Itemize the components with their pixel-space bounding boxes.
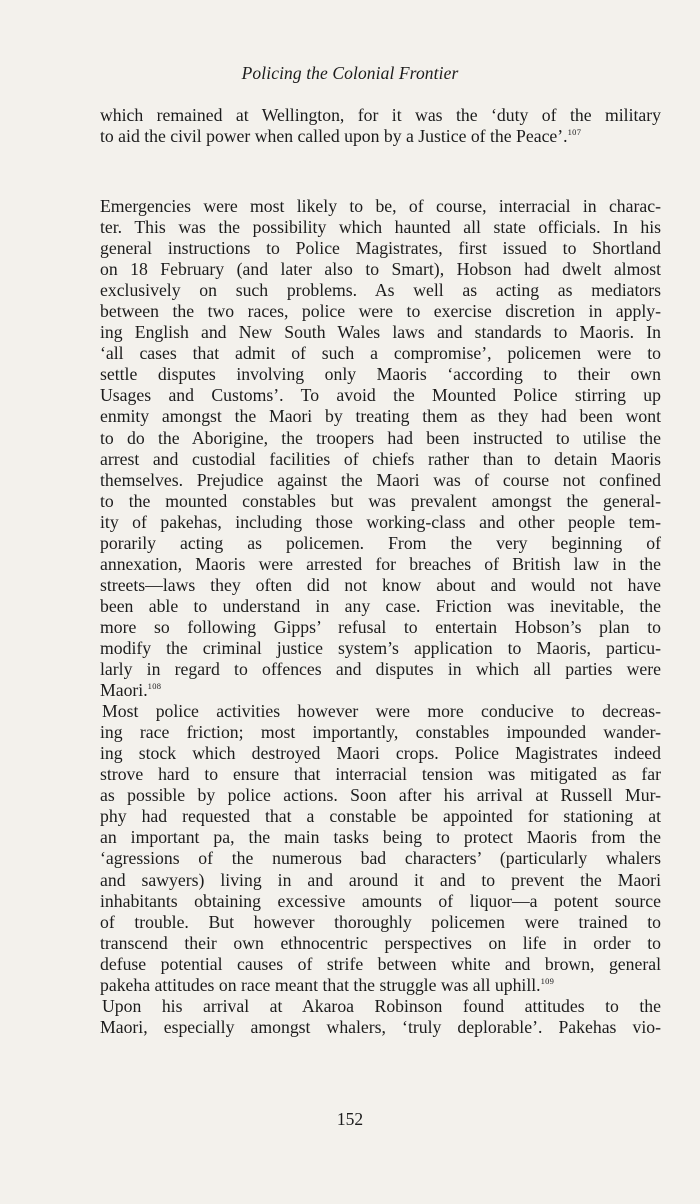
text-line: an important pa, the main tasks being to protect Maoris from the xyxy=(100,827,661,848)
text-line: larly in regard to offences and disputes in which all parties were xyxy=(100,659,661,680)
text-line: to aid the civil power when called upon by a Justice of the Peace’.$^{107}$ xyxy=(100,126,582,147)
text-line: Emergencies were most likely to be, of course, interracial in charac- xyxy=(100,196,661,216)
text-line: on 18 February (and later also to Smart), Hobson had dwelt almost xyxy=(100,259,661,280)
text-line: Most police activities however were more conducive to decreas- xyxy=(102,701,661,722)
text-line: been able to understand in any case. Friction was inevitable, the xyxy=(100,595,661,616)
text-line: arrest and custodial facilities of chiefs rather than to detain Maoris xyxy=(100,448,661,469)
text-line: between the two races, police were to exercise discretion in apply- xyxy=(100,301,661,322)
text-line: settle disputes involving only Maoris ‘according to their own xyxy=(100,364,661,385)
text-line: modify the criminal justice system’s application to Maoris, particu- xyxy=(100,637,661,658)
text-line: ‘all cases that admit of such a compromise’, policemen were to xyxy=(100,343,661,364)
running-head: Policing the Colonial Frontier xyxy=(241,63,459,83)
text-line: phy had requested that a constable be appointed for stationing at xyxy=(100,806,661,827)
text-line: strove hard to ensure that interracial tension was mitigated as far xyxy=(100,764,661,785)
text-line: to do the Aborigine, the troopers had been instructed to utilise the xyxy=(100,427,661,448)
text-line: ing race friction; most importantly, constables impounded wander- xyxy=(100,722,661,743)
text-line: Usages and Customs’. To avoid the Mounted Police stirring up xyxy=(100,385,661,406)
text-line: of trouble. But however thoroughly policemen were trained to xyxy=(100,911,661,932)
text-line: Upon his arrival at Akaroa Robinson found attitudes to the xyxy=(102,995,661,1016)
text-line: as possible by police actions. Soon after his arrival at Russell Mur- xyxy=(100,785,661,806)
text-line: inhabitants obtaining excessive amounts of liquor—a potent source xyxy=(100,890,661,911)
footnote-marker: 107 xyxy=(567,127,582,138)
footnote-marker: 108 xyxy=(147,681,162,692)
text-line: annexation, Maoris were arrested for breaches of British law in the xyxy=(100,553,661,574)
text-line: streets—laws they often did not know about and would not have xyxy=(100,574,661,595)
paragraph-block xyxy=(100,196,661,1038)
text-line: porarily acting as policemen. From the very beginning of xyxy=(100,532,661,553)
text-line: transcend their own ethnocentric perspectives on life in order to xyxy=(100,932,661,953)
text-line: to the mounted constables but was prevalent amongst the general- xyxy=(100,490,661,511)
page-number: 152 xyxy=(336,1109,364,1129)
text-line: ing English and New South Wales laws and standards to Maoris. In xyxy=(100,322,661,343)
text-line: Maori.$^{108}$ xyxy=(100,680,162,701)
text-line: ing stock which destroyed Maori crops. Police Magistrates indeed xyxy=(100,743,661,764)
text-line: pakeha attitudes on race meant that the struggle was all uphill.$^{109}$ xyxy=(100,974,555,995)
text-line: ter. This was the possibility which haunted all state officials. In his xyxy=(100,217,661,238)
text-line: general instructions to Police Magistrates, first issued to Shortland xyxy=(100,238,661,259)
footnote-marker: 109 xyxy=(540,975,555,986)
text-line: and sawyers) living in and around it and to prevent the Maori xyxy=(100,869,661,890)
text-line: themselves. Prejudice against the Maori was of course not confined xyxy=(100,469,661,490)
text-line: ity of pakehas, including those working-class and other people tem- xyxy=(100,511,661,532)
text-line: exclusively on such problems. As well as acting as mediators xyxy=(100,280,661,301)
text-line: more so following Gipps’ refusal to entertain Hobson’s plan to xyxy=(100,616,661,637)
text-line: enmity amongst the Maori by treating them as they had been wont xyxy=(100,406,661,427)
text-line: defuse potential causes of strife between white and brown, general xyxy=(100,953,661,974)
text-line: which remained at Wellington, for it was the ‘duty of the military xyxy=(100,105,661,125)
text-line: Maori, especially amongst whalers, ‘truly deplorable’. Pakehas vio- xyxy=(100,1016,661,1037)
text-line: ‘agressions of the numerous bad characters’ (particularly whalers xyxy=(100,848,661,869)
paragraph-continuation xyxy=(100,105,661,147)
